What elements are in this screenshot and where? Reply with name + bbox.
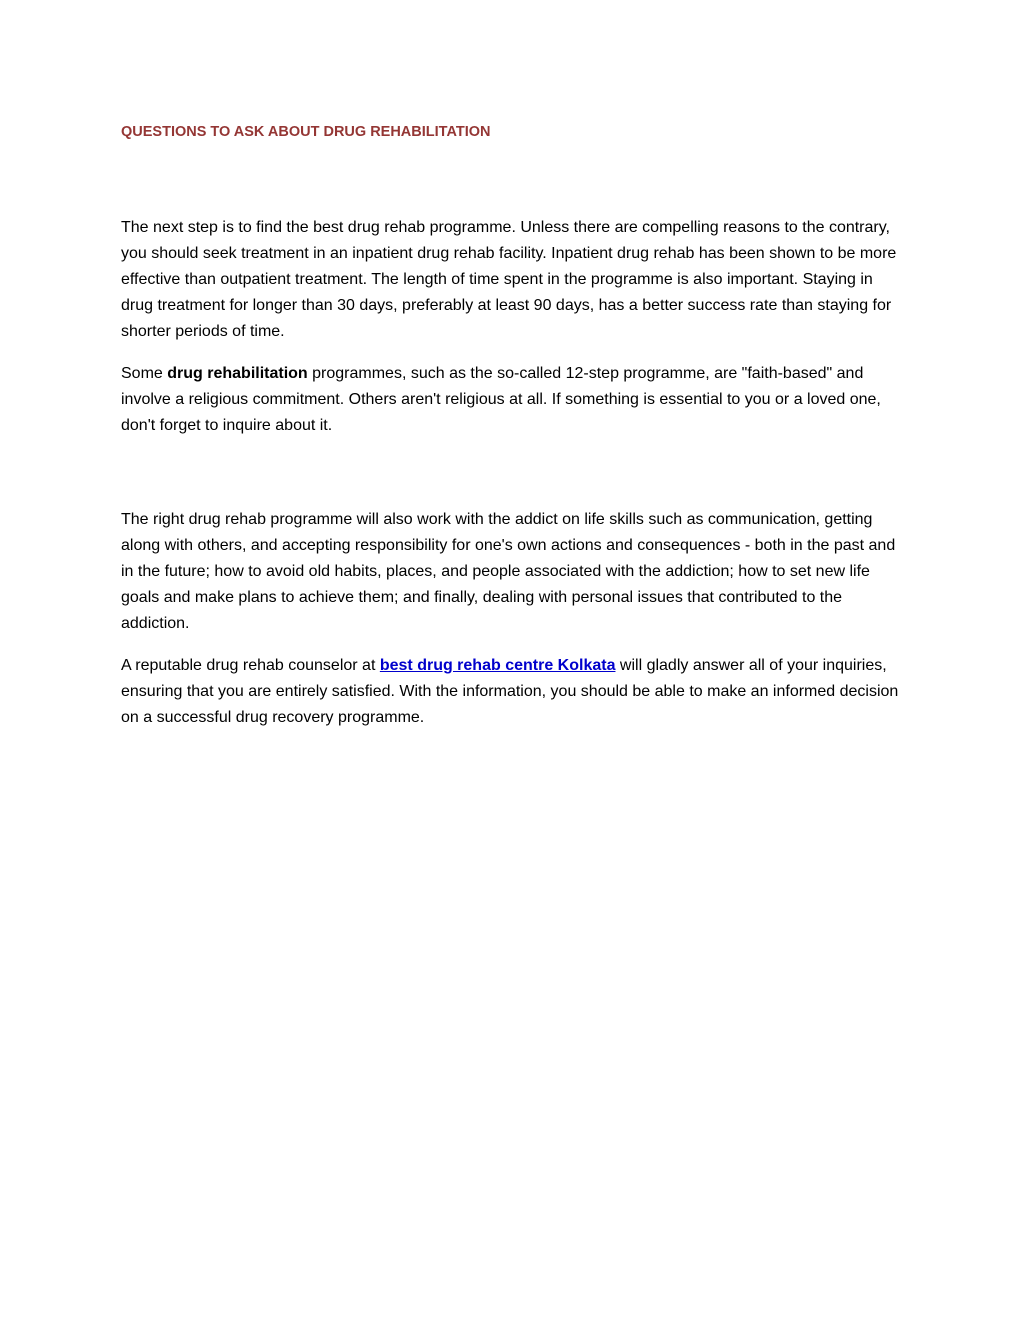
bold-keyword-drug-rehabilitation: drug rehabilitation: [167, 365, 308, 382]
rehab-centre-link[interactable]: best drug rehab centre Kolkata: [379, 657, 616, 674]
document-body: [121, 120, 906, 731]
paragraph-faith-based-lead: Some: [121, 365, 168, 382]
paragraph-faith-based: [121, 361, 906, 439]
paragraph-counselor: [121, 653, 906, 731]
paragraph-life-skills: The right drug rehab programme will also work with the addict on life skills such as communication, getting along with others, and accepting responsibility for one's own actions and consequences - both in the past and in the future; how to avoid old habits, places, and people associated with the addiction; how to set new life goals and make plans to achieve them; and finally, dealing with personal issues that contributed to the addiction.: [121, 511, 896, 632]
paragraph-find-programme: The next step is to find the best drug rehab programme. Unless there are compelling reasons to the contrary, you should seek treatment in an inpatient drug rehab facility. Inpatient drug rehab has been shown to be more effective than outpatient treatment. The length of time spent in the programme is also important. Staying in drug treatment for longer than 30 days, preferably at least 90 days, has a better success rate than staying for shorter periods of time.: [121, 219, 897, 340]
page-title: QUESTIONS TO ASK ABOUT DRUG REHABILITATION: [121, 124, 491, 140]
paragraph-faith-based-rest: programmes, such as the so-called 12-step programme, are "faith-based" and involve a religious commitment. Others aren't religious at all. If something is essential to you or a loved one, don't forget to inquire about it.: [121, 365, 881, 434]
paragraph-counselor-lead: A reputable drug rehab counselor at: [121, 657, 380, 674]
paragraph-counselor-rest: will gladly answer all of your inquiries, ensuring that you are entirely satisfied. With the information, you should be able to make an informed decision on a successful drug recovery programme.: [121, 657, 899, 726]
